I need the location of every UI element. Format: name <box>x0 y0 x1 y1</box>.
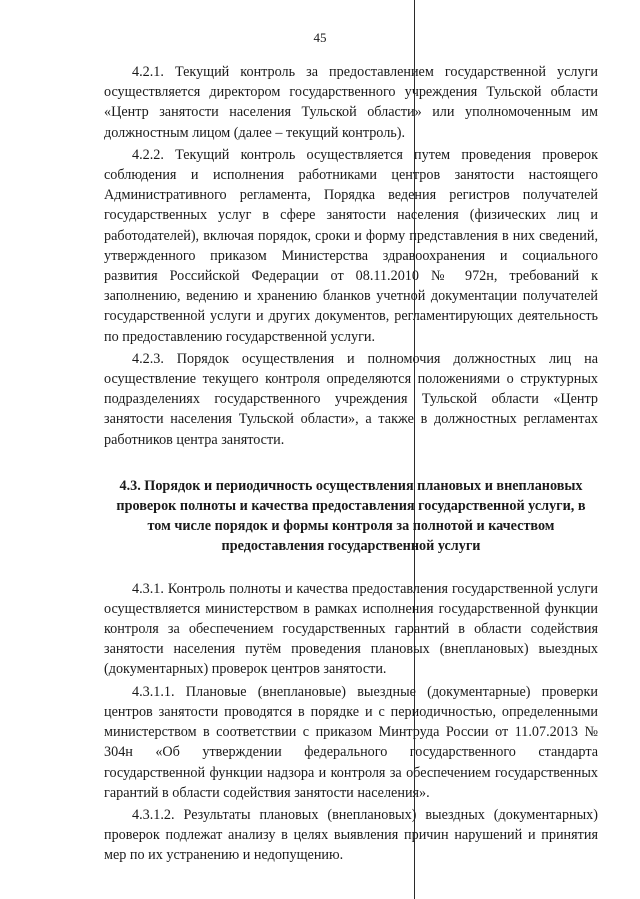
paragraph-4-2-1: 4.2.1. Текущий контроль за предоставлением государственной услуги осуществляется директором государственного учреждения Тульской области «Центр занятости населения Тульской области» или уполномоченным им должностным лицом (далее – текущий контроль). <box>104 64 598 141</box>
page-number: 45 <box>313 30 327 45</box>
paragraph-4-3-1-2: 4.3.1.2. Результаты плановых (внеплановых) выездных (документарных) проверок подлежат анализу в целях выявления причин нарушений и принятия мер по их устранению и недопущению. <box>104 806 598 864</box>
section-heading-4-3: 4.3. Порядок и периодичность осуществления плановых и внеплановых проверок полноты и качества предоставления государственной услуги, в том числе порядок и формы контроля за полнотой и качеством предоставления государственной услуги <box>116 477 586 555</box>
paragraph-4-2-2: 4.2.2. Текущий контроль осуществляется путем проведения проверок соблюдения и исполнения работниками центров занятости настоящего Административного регламента, Порядка ведения регистров получателей государственных услуг в сфере занятости населения (физических лиц и работодателей), включая порядок, сроки и форму представления в них сведений, утвержденного приказом Министерства здравоохранения и социального развития Российской Федерации от 08.11.2010 № 972н, требований к заполнению, ведению и хранению бланков учетной документации получателей государственной услуги и других документов, регламентирующих деятельность по предоставлению государственной услуги. <box>104 146 598 345</box>
paragraph-4-3-1: 4.3.1. Контроль полноты и качества предоставления государственной услуги осуществляется министерством в рамках исполнения государственной функции контроля за обеспечением государственных гарантий в области содействия занятости населения путём проведения плановых (внеплановых) выездных (документарных) проверок центров занятости. <box>104 580 598 678</box>
paragraph-4-3-1-1: 4.3.1.1. Плановые (внеплановые) выездные (документарные) проверки центров занятости проводятся в порядке и с периодичностью, определенными министерством в соответствии с приказом Минтруда России от 11.07.2013 № 304н «Об утверждении федерального государственного стандарта государственной функции надзора и контроля за обеспечением государственных гарантий в области содействия занятости населения». <box>104 683 598 801</box>
paragraph-4-2-3: 4.2.3. Порядок осуществления и полномочия должностных лиц на осуществление текущего контроля определяются положениями о структурных подразделениях государственного учреждения Тульской области «Центр занятости населения Тульской области», а также в должностных регламентах работников центра занятости. <box>104 350 598 448</box>
document-body <box>104 62 598 868</box>
